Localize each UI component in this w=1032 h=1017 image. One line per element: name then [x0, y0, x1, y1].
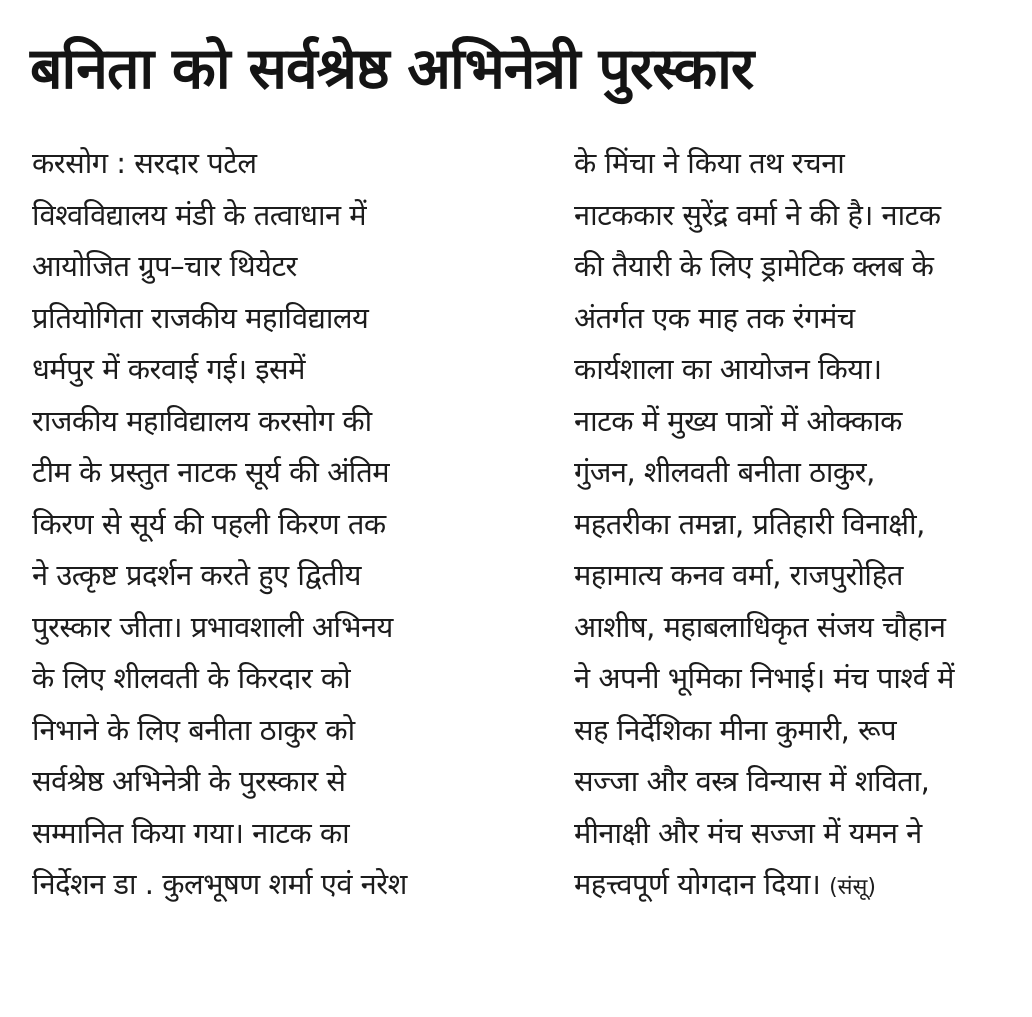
- article-text-line: के मिंचा ने किया तथ रचना: [574, 146, 845, 180]
- article-text-line: महत्त्वपूर्ण योगदान दिया।: [574, 867, 821, 901]
- article-text-line: महतरीका तमन्ना, प्रतिहारी विनाक्षी,: [574, 506, 925, 541]
- article-text-line: करसोग : सरदार पटेल: [32, 146, 257, 180]
- article-text-line: प्रतियोगिता राजकीय महाविद्यालय: [32, 300, 369, 335]
- article-text-line: सह निर्देशिका मीना कुमारी, रूप: [574, 712, 897, 747]
- article-last-line: [574, 859, 1032, 911]
- article-text-line: सज्जा और वस्त्र विन्यास में शविता,: [574, 764, 930, 798]
- article-right-column: [574, 138, 1032, 911]
- article-credit: (संसू): [829, 875, 876, 900]
- article-text-line: धर्मपुर में करवाई गई। इसमें: [32, 352, 305, 386]
- article-text-line: आशीष, महाबलाधिकृत संजय चौहान: [574, 609, 946, 644]
- article-headline: बनिता को सर्वश्रेष्ठ अभिनेत्री पुरस्कार: [30, 36, 754, 102]
- article-text-line: ने अपनी भूमिका निभाई। मंच पार्श्व में: [574, 661, 954, 695]
- article-text-line: की तैयारी के लिए ड्रामेटिक क्लब के: [574, 249, 934, 283]
- article-text-line: गुंजन, शीलवती बनीता ठाकुर,: [574, 455, 875, 489]
- article-text-line: ने उत्कृष्ट प्रदर्शन करते हुए द्वितीय: [32, 558, 361, 592]
- article-text-line: टीम के प्रस्तुत नाटक सूर्य की अंतिम: [32, 455, 390, 489]
- article-text-line: सर्वश्रेष्ठ अभिनेत्री के पुरस्कार से: [32, 764, 346, 798]
- article-text-line: महामात्य कनव वर्मा, राजपुरोहित: [574, 558, 903, 592]
- article-text-line: सम्मानित किया गया। नाटक का: [32, 815, 350, 850]
- article-text-line: किरण से सूर्य की पहली किरण तक: [32, 506, 386, 541]
- article-text-line: निर्देशन डा . कुलभूषण शर्मा एवं नरेश: [32, 867, 407, 901]
- article-text-line: के लिए शीलवती के किरदार को: [32, 661, 351, 695]
- article-left-column: [32, 138, 537, 911]
- article-text-line: पुरस्कार जीता। प्रभावशाली अभिनय: [32, 609, 393, 644]
- article-text-line: आयोजित ग्रुप–चार थियेटर: [32, 249, 297, 283]
- article-text-line: निभाने के लिए बनीता ठाकुर को: [32, 712, 355, 747]
- article-text-line: नाटककार सुरेंद्र वर्मा ने की है। नाटक: [574, 197, 941, 232]
- article-text-line: मीनाक्षी और मंच सज्जा में यमन ने: [574, 815, 922, 850]
- article-text-line: कार्यशाला का आयोजन किया।: [574, 352, 882, 386]
- article-text-line: अंतर्गत एक माह तक रंगमंच: [574, 300, 855, 335]
- article-text-line: राजकीय महाविद्यालय करसोग की: [32, 403, 372, 438]
- article-text-line: विश्वविद्यालय मंडी के तत्वाधान में: [32, 197, 367, 232]
- article-text-line: नाटक में मुख्य पात्रों में ओक्काक: [574, 403, 902, 438]
